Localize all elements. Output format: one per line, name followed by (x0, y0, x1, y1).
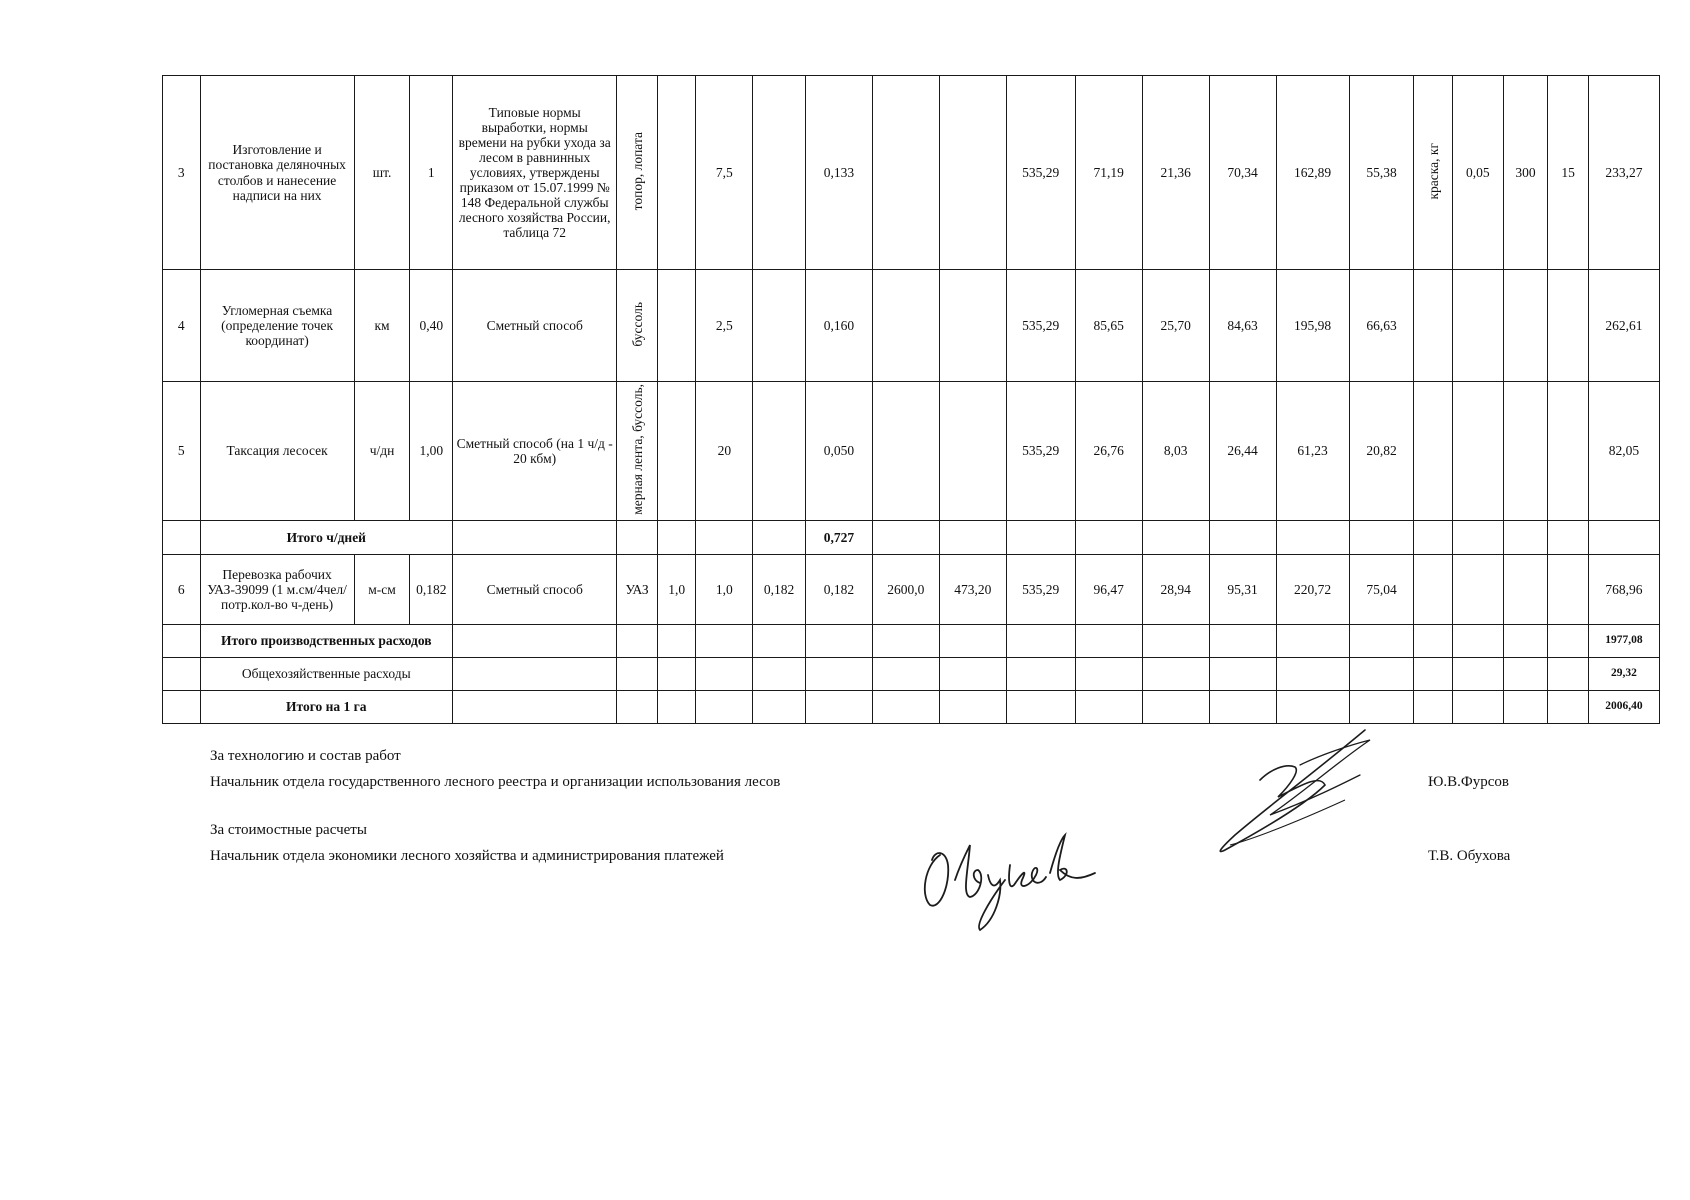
cell (1349, 690, 1414, 723)
cell: 0,182 (753, 554, 806, 624)
work-name: Угломерная съемка (определение точек координат) (200, 270, 354, 382)
cell: 535,29 (1006, 76, 1075, 270)
quantity-cell: 1,00 (410, 382, 453, 521)
cell (657, 76, 696, 270)
cell: 20 (696, 382, 753, 521)
material-cell (1414, 382, 1453, 521)
signatory-name-1: Ю.В.Фурсов (1428, 774, 1510, 790)
cell: 71,19 (1075, 76, 1142, 270)
cell: 20,82 (1349, 382, 1414, 521)
cell: 7,5 (696, 76, 753, 270)
cell (1349, 624, 1414, 657)
cell: 1,0 (696, 554, 753, 624)
total-label: Общехозяйственные расходы (200, 657, 453, 690)
cell (753, 520, 806, 554)
method-cell: Типовые нормы выработки, нормы времени на рубки ухода за лесом в равнинных условиях, утверждены приказом от 15.07.1999 № 148 Федеральной службы лесного хозяйства России, таблица 72 (453, 76, 617, 270)
total-value: 1977,08 (1588, 624, 1659, 657)
cell: 96,47 (1075, 554, 1142, 624)
cell (1276, 624, 1349, 657)
cell (1142, 690, 1209, 723)
cell (1276, 690, 1349, 723)
cell (1503, 270, 1548, 382)
total-label: Итого производственных расходов (200, 624, 453, 657)
cell: 0,05 (1452, 76, 1503, 270)
cell: 300 (1503, 76, 1548, 270)
tool-cell (617, 382, 658, 521)
cell (939, 270, 1006, 382)
cell (1452, 520, 1503, 554)
cell (1075, 624, 1142, 657)
cell (1276, 657, 1349, 690)
cell (872, 382, 939, 521)
unit-cell: ч/дн (354, 382, 410, 521)
cell (1452, 270, 1503, 382)
cell (1414, 657, 1453, 690)
cell (1414, 520, 1453, 554)
cell (753, 382, 806, 521)
cell (1503, 657, 1548, 690)
cell (657, 520, 696, 554)
cell: 95,31 (1209, 554, 1276, 624)
quantity-cell: 1 (410, 76, 453, 270)
cell: 220,72 (1276, 554, 1349, 624)
cell: 262,61 (1588, 270, 1659, 382)
work-name: Перевозка рабочих УАЗ-39099 (1 м.см/4чел/потр.кол-во ч-день) (200, 554, 354, 624)
table-row (163, 76, 1660, 270)
signatory-name-2: Т.В. Обухова (1428, 848, 1511, 864)
cell (1548, 382, 1589, 521)
row-number: 6 (163, 554, 201, 624)
cell: 26,44 (1209, 382, 1276, 521)
cell (1588, 520, 1659, 554)
cell (753, 76, 806, 270)
cell: 535,29 (1006, 270, 1075, 382)
cell (872, 657, 939, 690)
cell (453, 657, 617, 690)
signature-1-image (1210, 725, 1380, 860)
cell (753, 690, 806, 723)
cell (1548, 624, 1589, 657)
cell (939, 624, 1006, 657)
cell (1006, 624, 1075, 657)
cell: 162,89 (1276, 76, 1349, 270)
cell (753, 270, 806, 382)
tool-cell (617, 270, 658, 382)
cell: 0,133 (805, 76, 872, 270)
cell (1349, 520, 1414, 554)
cell (617, 657, 658, 690)
cell (1548, 690, 1589, 723)
cell (1452, 657, 1503, 690)
cell: 473,20 (939, 554, 1006, 624)
cell: 84,63 (1209, 270, 1276, 382)
cell: 85,65 (1075, 270, 1142, 382)
unit-cell: км (354, 270, 410, 382)
cell (1548, 657, 1589, 690)
cell: 0,160 (805, 270, 872, 382)
cell (939, 657, 1006, 690)
method-cell: Сметный способ (453, 554, 617, 624)
cell (1503, 690, 1548, 723)
table-row (163, 554, 1660, 624)
cell (1209, 624, 1276, 657)
cell (1503, 624, 1548, 657)
cell: 75,04 (1349, 554, 1414, 624)
cell: 768,96 (1588, 554, 1659, 624)
cell: 233,27 (1588, 76, 1659, 270)
cell (1276, 520, 1349, 554)
cell (453, 690, 617, 723)
total-value: 29,32 (1588, 657, 1659, 690)
total-label: Итого на 1 га (200, 690, 453, 723)
table-row (163, 270, 1660, 382)
cell (1548, 554, 1589, 624)
cell (1548, 520, 1589, 554)
cell: 55,38 (1349, 76, 1414, 270)
signature-2-image (910, 825, 1100, 935)
cell (939, 382, 1006, 521)
cell (872, 520, 939, 554)
cell: 535,29 (1006, 382, 1075, 521)
total-value: 2006,40 (1588, 690, 1659, 723)
total-row (163, 657, 1660, 690)
cell (1142, 624, 1209, 657)
row-number: 5 (163, 382, 201, 521)
cell (753, 624, 806, 657)
cell: 195,98 (1276, 270, 1349, 382)
cell: 26,76 (1075, 382, 1142, 521)
cell (1452, 382, 1503, 521)
cell (805, 690, 872, 723)
cell (657, 270, 696, 382)
cell (163, 624, 201, 657)
cell (1075, 657, 1142, 690)
cell (872, 270, 939, 382)
cell (1349, 657, 1414, 690)
cell (617, 690, 658, 723)
approval-heading-cost: За стоимостные расчеты (210, 822, 367, 838)
cell: 66,63 (1349, 270, 1414, 382)
total-row (163, 690, 1660, 723)
cell: 2,5 (696, 270, 753, 382)
cell (1209, 520, 1276, 554)
cell (939, 520, 1006, 554)
cell (1075, 690, 1142, 723)
cell (1503, 520, 1548, 554)
subtotal-row (163, 520, 1660, 554)
approval-position-2: Начальник отдела экономики лесного хозяйства и администрирования платежей (210, 848, 724, 864)
quantity-cell: 0,182 (410, 554, 453, 624)
cell (617, 624, 658, 657)
cell (1452, 624, 1503, 657)
unit-cell: м-см (354, 554, 410, 624)
cell: 1,0 (657, 554, 696, 624)
cell (657, 690, 696, 723)
cell (1414, 624, 1453, 657)
cost-table (162, 75, 1660, 724)
cell: 8,03 (1142, 382, 1209, 521)
cell (163, 657, 201, 690)
cell (753, 657, 806, 690)
cell (657, 382, 696, 521)
cell (1548, 270, 1589, 382)
material-label: краска, кг (1425, 142, 1441, 200)
cell: 0,050 (805, 382, 872, 521)
cell (617, 520, 658, 554)
cell (1006, 690, 1075, 723)
cell (939, 76, 1006, 270)
cell: 25,70 (1142, 270, 1209, 382)
cell (872, 624, 939, 657)
quantity-cell: 0,40 (410, 270, 453, 382)
subtotal-label: Итого ч/дней (200, 520, 453, 554)
cell (1006, 657, 1075, 690)
approval-heading-technology: За технологию и состав работ (210, 748, 401, 764)
work-name: Изготовление и постановка деляночных столбов и нанесение надписи на них (200, 76, 354, 270)
subtotal-value: 0,727 (805, 520, 872, 554)
cell (163, 520, 201, 554)
cell (453, 624, 617, 657)
cell (1209, 657, 1276, 690)
cell: 28,94 (1142, 554, 1209, 624)
row-number: 4 (163, 270, 201, 382)
cell (1209, 690, 1276, 723)
table-row (163, 382, 1660, 521)
cell (872, 690, 939, 723)
cell (1075, 520, 1142, 554)
tool-label: топор, лопата (629, 131, 645, 211)
cell (453, 520, 617, 554)
tool-label: буссоль (629, 301, 645, 347)
cell (1414, 690, 1453, 723)
cell: 61,23 (1276, 382, 1349, 521)
cell (696, 624, 753, 657)
cell (805, 657, 872, 690)
cell: 21,36 (1142, 76, 1209, 270)
cell: 70,34 (1209, 76, 1276, 270)
cell (1414, 554, 1453, 624)
cell: 2600,0 (872, 554, 939, 624)
cell (657, 657, 696, 690)
cell (657, 624, 696, 657)
tool-cell: УАЗ (617, 554, 658, 624)
tool-cell (617, 76, 658, 270)
tool-label: мерная лента, буссоль, (629, 384, 645, 515)
cell (872, 76, 939, 270)
cell (1452, 690, 1503, 723)
approval-position-1: Начальник отдела государственного лесного реестра и организации использования лесов (210, 774, 781, 790)
total-row (163, 624, 1660, 657)
cell (696, 520, 753, 554)
method-cell: Сметный способ (453, 270, 617, 382)
cell (696, 657, 753, 690)
cell: 535,29 (1006, 554, 1075, 624)
cell (163, 690, 201, 723)
material-cell (1414, 76, 1453, 270)
cell (1503, 554, 1548, 624)
row-number: 3 (163, 76, 201, 270)
cell (939, 690, 1006, 723)
cell: 0,182 (805, 554, 872, 624)
cell (805, 624, 872, 657)
cell (1503, 382, 1548, 521)
material-cell (1414, 270, 1453, 382)
cell: 82,05 (1588, 382, 1659, 521)
cell (1142, 657, 1209, 690)
method-cell: Сметный способ (на 1 ч/д - 20 кбм) (453, 382, 617, 521)
cell (1006, 520, 1075, 554)
cell (696, 690, 753, 723)
cell: 15 (1548, 76, 1589, 270)
cell (1452, 554, 1503, 624)
unit-cell: шт. (354, 76, 410, 270)
cell (1142, 520, 1209, 554)
work-name: Таксация лесосек (200, 382, 354, 521)
